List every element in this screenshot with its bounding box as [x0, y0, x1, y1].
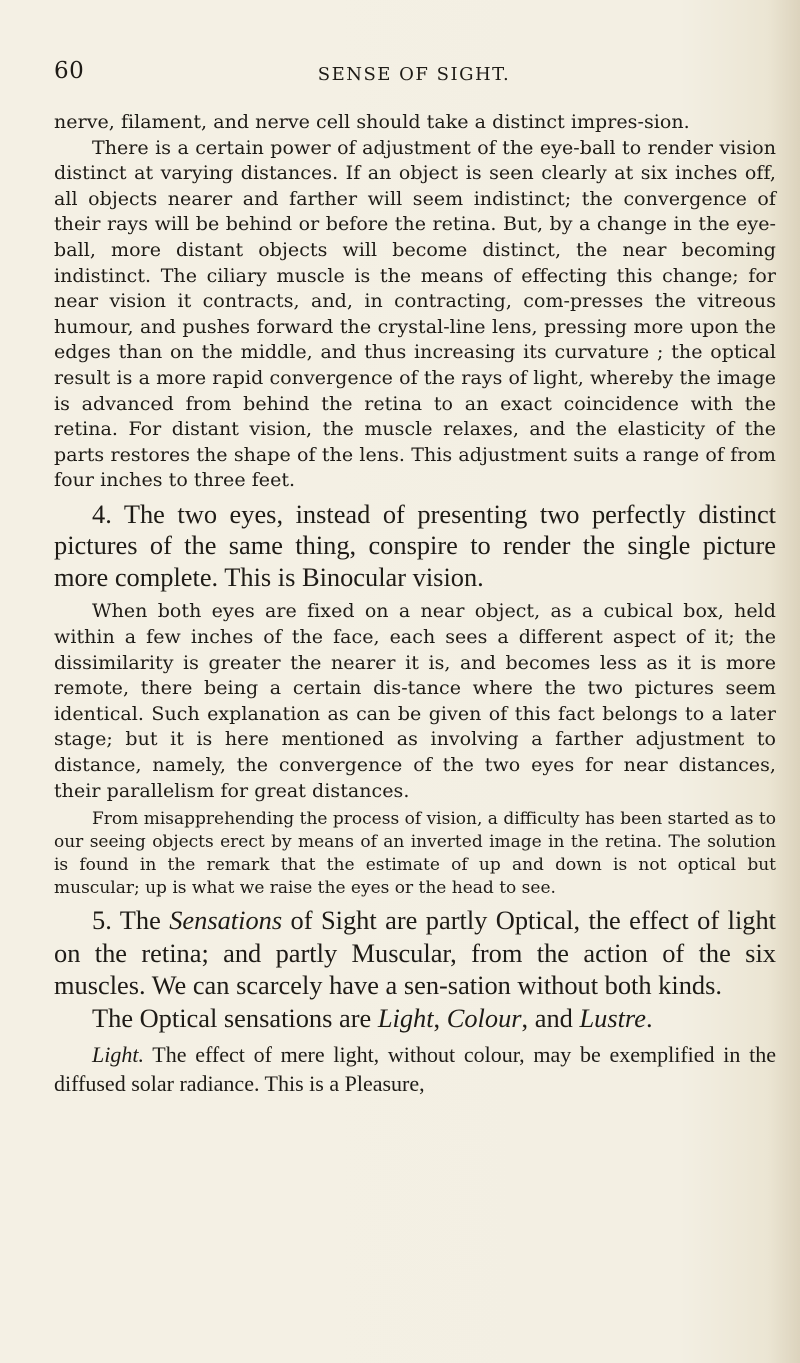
optical-text-before: The Optical sensations are — [92, 1002, 378, 1033]
light-paragraph — [54, 1040, 776, 1098]
paragraph-continuation: nerve, filament, and nerve cell should take a distinct impres-sion. — [54, 111, 690, 133]
section-5-text-after: of Sight are partly Optical, the effect of light on the retina; and partly Muscular, from the action of the six muscles. We can scarcely have a sen-sation without both kinds. — [54, 905, 776, 1001]
running-head: SENSE OF SIGHT. — [317, 64, 511, 85]
light-heading: Light. — [92, 1042, 144, 1068]
optical-end: . — [645, 1002, 653, 1033]
section-4-heading-paragraph: 4. The two eyes, instead of presenting two perfectly distinct pictures of the same thing, conspire to render the single picture more complete. This is Binocular vision. — [54, 498, 776, 592]
body-text — [54, 110, 776, 1098]
optical-colour: Colour — [446, 1002, 522, 1033]
optical-sensations-paragraph — [54, 1002, 776, 1035]
section-5-heading-paragraph — [54, 904, 776, 1002]
section-5-text-before: 5. The — [92, 905, 170, 936]
page-number: 60 — [54, 58, 85, 84]
section-5-italic: Sensations — [169, 905, 283, 936]
optical-light: Light — [377, 1002, 434, 1033]
paragraph-binocular: When both eyes are fixed on a near object, as a cubical box, held within a few inches of the face, each sees a different aspect of it; the dissimilarity is greater the nearer it is, and becomes less as it is more remote, there being a certain dis-tance where the two pictures seem identical. Such explanation as can be given of this fact belongs to a later stage; but it is here mentioned as involving a farther adjustment to distance, namely, the convergence of the two eyes for near distances, their parallelism for great distances. — [54, 600, 776, 802]
page-header — [54, 58, 774, 92]
paragraph-adjustment: There is a certain power of adjustment of the eye-ball to render vision distinct at varying distances. If an object is seen clearly at six inches off, all objects nearer and farther will seem indistinct; the convergence of their rays will be behind or before the retina. But, by a change in the eye-ball, more distant objects will become distinct, the near becoming indistinct. The ciliary muscle is the means of effecting this change; for near vision it contracts, and, in contracting, com-presses the vitreous humour, and pushes forward the crystal-line lens, pressing more upon the edges than on the middle, and thus increasing its curvature ; the optical result is a more rapid convergence of the rays of light, whereby the image is advanced from behind the retina to an exact coincidence with the retina. For distant vision, the muscle relaxes, and the elasticity of the parts restores the shape of the lens. This adjustment suits a range of from four inches to three feet. — [54, 136, 776, 492]
light-text: The effect of mere light, without colour, may be exemplified in the diffused solar radiance. This is a Pleasure, — [54, 1042, 776, 1097]
optical-sep-2: , and — [521, 1002, 580, 1033]
paragraph-note-erect-image: From misapprehending the process of vision, a difficulty has been started as to our seeing objects erect by means of an inverted image in the retina. The solution is found in the remark that the estimate of up and down is not optical but muscular; up is what we raise the eyes or the head to see. — [54, 809, 776, 899]
optical-lustre: Lustre — [579, 1002, 646, 1033]
optical-sep-1: , — [433, 1002, 447, 1033]
